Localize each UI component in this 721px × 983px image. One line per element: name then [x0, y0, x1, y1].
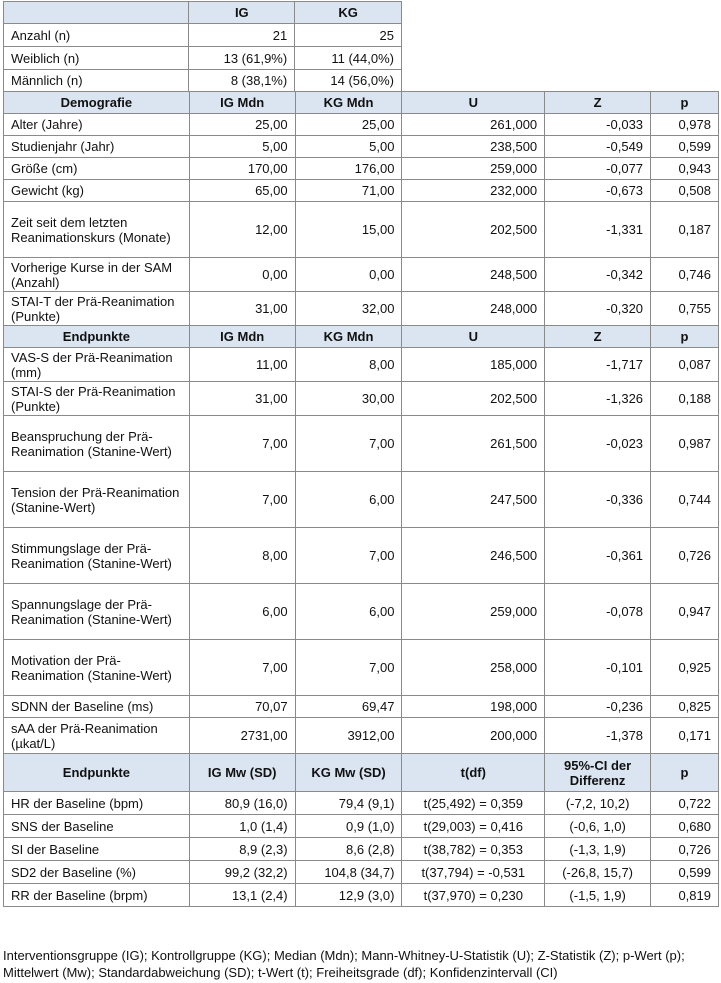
row-label: Beanspruchung der Prä-Reanimation (Stanine-Wert) — [4, 416, 190, 472]
row-label: RR der Baseline (brpm) — [4, 884, 190, 907]
table-cell: 7,00 — [189, 472, 295, 528]
table-footnote: Interventionsgruppe (IG); Kontrollgruppe (KG); Median (Mdn); Mann-Whitney-U-Statistik (U); Z-Statistik (Z); p-Wert (p); Mittelwert (Mw); Standardabweichung (SD); t-Wert (t); Freiheitsgrade (df); Konfidenzintervall (CI) — [3, 948, 685, 980]
table-cell: t(38,782) = 0,353 — [402, 838, 545, 861]
table-cell: -0,673 — [545, 180, 651, 202]
section-header-row — [4, 92, 719, 114]
table-cell: 248,500 — [402, 258, 545, 292]
table-row — [4, 114, 719, 136]
row-label: Zeit seit dem letzten Reanimationskurs (Monate) — [4, 202, 190, 258]
row-label: SNS der Baseline — [4, 815, 190, 838]
table-row — [4, 838, 719, 861]
table-cell: -1,326 — [545, 382, 651, 416]
row-label: Gewicht (kg) — [4, 180, 190, 202]
row-label: Anzahl (n) — [4, 24, 189, 47]
table-cell: -0,023 — [545, 416, 651, 472]
table-cell: -0,236 — [545, 696, 651, 718]
section-header-row — [4, 326, 719, 348]
table-cell: 0,188 — [651, 382, 719, 416]
table-cell: 259,000 — [402, 584, 545, 640]
table-cell: 3912,00 — [295, 718, 402, 754]
table-cell: (-26,8, 15,7) — [545, 861, 651, 884]
row-label: Alter (Jahre) — [4, 114, 190, 136]
table-cell: 0,943 — [651, 158, 719, 180]
column-header: IG Mdn — [189, 92, 295, 114]
sample-summary-table — [3, 1, 402, 92]
column-header: Demografie — [4, 92, 190, 114]
row-label: SI der Baseline — [4, 838, 190, 861]
table-row — [4, 258, 719, 292]
table-cell: 238,500 — [402, 136, 545, 158]
table-cell: -0,101 — [545, 640, 651, 696]
results-table — [3, 91, 719, 907]
table-cell: -1,378 — [545, 718, 651, 754]
table-cell: 0,726 — [651, 838, 719, 861]
table-row — [4, 24, 402, 47]
table-cell: 170,00 — [189, 158, 295, 180]
table-cell: 0,925 — [651, 640, 719, 696]
column-header: IG — [189, 2, 295, 24]
column-header: p — [651, 754, 719, 792]
table-cell: 15,00 — [295, 202, 402, 258]
table-cell: 0,978 — [651, 114, 719, 136]
table-cell: 14 (56,0%) — [295, 70, 402, 92]
column-header: U — [402, 326, 545, 348]
table-row — [4, 382, 719, 416]
table-cell: 7,00 — [295, 528, 402, 584]
table-cell: 25,00 — [189, 114, 295, 136]
table-cell: -1,717 — [545, 348, 651, 382]
row-label: Größe (cm) — [4, 158, 190, 180]
table-cell: 65,00 — [189, 180, 295, 202]
table-cell: 7,00 — [295, 640, 402, 696]
table-cell: 11,00 — [189, 348, 295, 382]
column-header: IG Mdn — [189, 326, 295, 348]
table-cell: 8,9 (2,3) — [189, 838, 295, 861]
table-row — [4, 158, 719, 180]
table-cell: 25,00 — [295, 114, 402, 136]
column-header: KG Mdn — [295, 326, 402, 348]
table-cell: 261,000 — [402, 114, 545, 136]
table-cell: 8 (38,1%) — [189, 70, 295, 92]
table-cell: 70,07 — [189, 696, 295, 718]
table-row — [4, 136, 719, 158]
table-row — [4, 292, 719, 326]
table-cell: 5,00 — [189, 136, 295, 158]
table-row — [4, 696, 719, 718]
column-header: Endpunkte — [4, 326, 190, 348]
column-header: p — [651, 92, 719, 114]
table-row — [4, 884, 719, 907]
table-cell: 7,00 — [189, 640, 295, 696]
table-cell: 0,00 — [189, 258, 295, 292]
table-row — [4, 472, 719, 528]
column-header: U — [402, 92, 545, 114]
table-row — [4, 416, 719, 472]
table-cell: (-1,5, 1,9) — [545, 884, 651, 907]
table-cell: 13,1 (2,4) — [189, 884, 295, 907]
table-cell: 232,000 — [402, 180, 545, 202]
table-cell: 0,726 — [651, 528, 719, 584]
table-cell: 104,8 (34,7) — [295, 861, 402, 884]
table-row — [4, 70, 402, 92]
table-cell: -0,078 — [545, 584, 651, 640]
column-header: Endpunkte — [4, 754, 190, 792]
table-cell: (-1,3, 1,9) — [545, 838, 651, 861]
table-cell: 8,6 (2,8) — [295, 838, 402, 861]
table-cell: 80,9 (16,0) — [189, 792, 295, 815]
table-cell: 11 (44,0%) — [295, 47, 402, 70]
column-header: KG — [295, 2, 402, 24]
table-cell: 202,500 — [402, 382, 545, 416]
table-cell: 0,755 — [651, 292, 719, 326]
table-cell: 0,599 — [651, 136, 719, 158]
table-cell: -0,077 — [545, 158, 651, 180]
row-label: sAA der Prä-Reanimation (µkat/L) — [4, 718, 190, 754]
table-cell: 69,47 — [295, 696, 402, 718]
summary-header-row — [4, 2, 402, 24]
table-row — [4, 348, 719, 382]
table-cell: t(29,003) = 0,416 — [402, 815, 545, 838]
table-cell: 6,00 — [295, 584, 402, 640]
table-cell: t(37,970) = 0,230 — [402, 884, 545, 907]
row-label: SDNN der Baseline (ms) — [4, 696, 190, 718]
table-cell: 5,00 — [295, 136, 402, 158]
row-label: VAS-S der Prä-Reanimation (mm) — [4, 348, 190, 382]
row-label: HR der Baseline (bpm) — [4, 792, 190, 815]
column-header: Z — [545, 326, 651, 348]
table-row — [4, 528, 719, 584]
table-cell: 0,680 — [651, 815, 719, 838]
table-cell: 12,00 — [189, 202, 295, 258]
table-row — [4, 815, 719, 838]
table-cell: 0,087 — [651, 348, 719, 382]
row-label: STAI-T der Prä-Reanimation (Punkte) — [4, 292, 190, 326]
table-cell: 0,987 — [651, 416, 719, 472]
table-cell: 13 (61,9%) — [189, 47, 295, 70]
table-cell: 0,744 — [651, 472, 719, 528]
column-header: 95%-CI der Differenz — [545, 754, 651, 792]
table-cell: 6,00 — [295, 472, 402, 528]
table-row — [4, 718, 719, 754]
table-cell: 25 — [295, 24, 402, 47]
table-cell: 0,00 — [295, 258, 402, 292]
table-cell: 99,2 (32,2) — [189, 861, 295, 884]
table-cell: -0,336 — [545, 472, 651, 528]
table-cell: 7,00 — [189, 416, 295, 472]
column-header: p — [651, 326, 719, 348]
table-row — [4, 47, 402, 70]
table-cell: 1,0 (1,4) — [189, 815, 295, 838]
row-label: Stimmungslage der Prä-Reanimation (Stanine-Wert) — [4, 528, 190, 584]
table-cell: 259,000 — [402, 158, 545, 180]
row-label: SD2 der Baseline (%) — [4, 861, 190, 884]
column-header: Z — [545, 92, 651, 114]
table-cell: -0,361 — [545, 528, 651, 584]
row-label: Vorherige Kurse in der SAM (Anzahl) — [4, 258, 190, 292]
table-cell: 21 — [189, 24, 295, 47]
column-header — [4, 2, 189, 24]
table-cell: 0,508 — [651, 180, 719, 202]
row-label: Studienjahr (Jahr) — [4, 136, 190, 158]
table-cell: 31,00 — [189, 382, 295, 416]
table-cell: 0,746 — [651, 258, 719, 292]
table-cell: 0,947 — [651, 584, 719, 640]
table-row — [4, 180, 719, 202]
table-cell: 0,9 (1,0) — [295, 815, 402, 838]
row-label: Männlich (n) — [4, 70, 189, 92]
table-cell: 0,825 — [651, 696, 719, 718]
table-cell: 258,000 — [402, 640, 545, 696]
table-cell: -0,549 — [545, 136, 651, 158]
row-label: Tension der Prä-Reanimation (Stanine-Wert) — [4, 472, 190, 528]
table-cell: 176,00 — [295, 158, 402, 180]
table-cell: 7,00 — [295, 416, 402, 472]
table-row — [4, 792, 719, 815]
section-header-row — [4, 754, 719, 792]
table-cell: 0,722 — [651, 792, 719, 815]
table-cell: 71,00 — [295, 180, 402, 202]
table-cell: (-0,6, 1,0) — [545, 815, 651, 838]
table-cell: (-7,2, 10,2) — [545, 792, 651, 815]
table-cell: 202,500 — [402, 202, 545, 258]
column-header: KG Mw (SD) — [295, 754, 402, 792]
table-cell: t(37,794) = -0,531 — [402, 861, 545, 884]
table-cell: t(25,492) = 0,359 — [402, 792, 545, 815]
table-row — [4, 202, 719, 258]
column-header: KG Mdn — [295, 92, 402, 114]
table-cell: 30,00 — [295, 382, 402, 416]
table-cell: 185,000 — [402, 348, 545, 382]
table-cell: 0,187 — [651, 202, 719, 258]
table-cell: 8,00 — [295, 348, 402, 382]
row-label: STAI-S der Prä-Reanimation (Punkte) — [4, 382, 190, 416]
table-cell: 6,00 — [189, 584, 295, 640]
row-label: Weiblich (n) — [4, 47, 189, 70]
row-label: Spannungslage der Prä-Reanimation (Stanine-Wert) — [4, 584, 190, 640]
table-cell: 200,000 — [402, 718, 545, 754]
table-cell: 8,00 — [189, 528, 295, 584]
table-cell: 246,500 — [402, 528, 545, 584]
table-cell: 261,500 — [402, 416, 545, 472]
table-cell: -1,331 — [545, 202, 651, 258]
table-cell: -0,342 — [545, 258, 651, 292]
table-cell: 247,500 — [402, 472, 545, 528]
table-cell: 12,9 (3,0) — [295, 884, 402, 907]
table-cell: -0,320 — [545, 292, 651, 326]
table-row — [4, 861, 719, 884]
column-header: t(df) — [402, 754, 545, 792]
table-cell: 32,00 — [295, 292, 402, 326]
table-row — [4, 584, 719, 640]
row-label: Motivation der Prä-Reanimation (Stanine-Wert) — [4, 640, 190, 696]
table-cell: 248,000 — [402, 292, 545, 326]
table-cell: 0,599 — [651, 861, 719, 884]
table-cell: 31,00 — [189, 292, 295, 326]
table-cell: -0,033 — [545, 114, 651, 136]
table-cell: 79,4 (9,1) — [295, 792, 402, 815]
table-cell: 0,171 — [651, 718, 719, 754]
table-row — [4, 640, 719, 696]
table-cell: 2731,00 — [189, 718, 295, 754]
table-cell: 198,000 — [402, 696, 545, 718]
table-cell: 0,819 — [651, 884, 719, 907]
column-header: IG Mw (SD) — [189, 754, 295, 792]
